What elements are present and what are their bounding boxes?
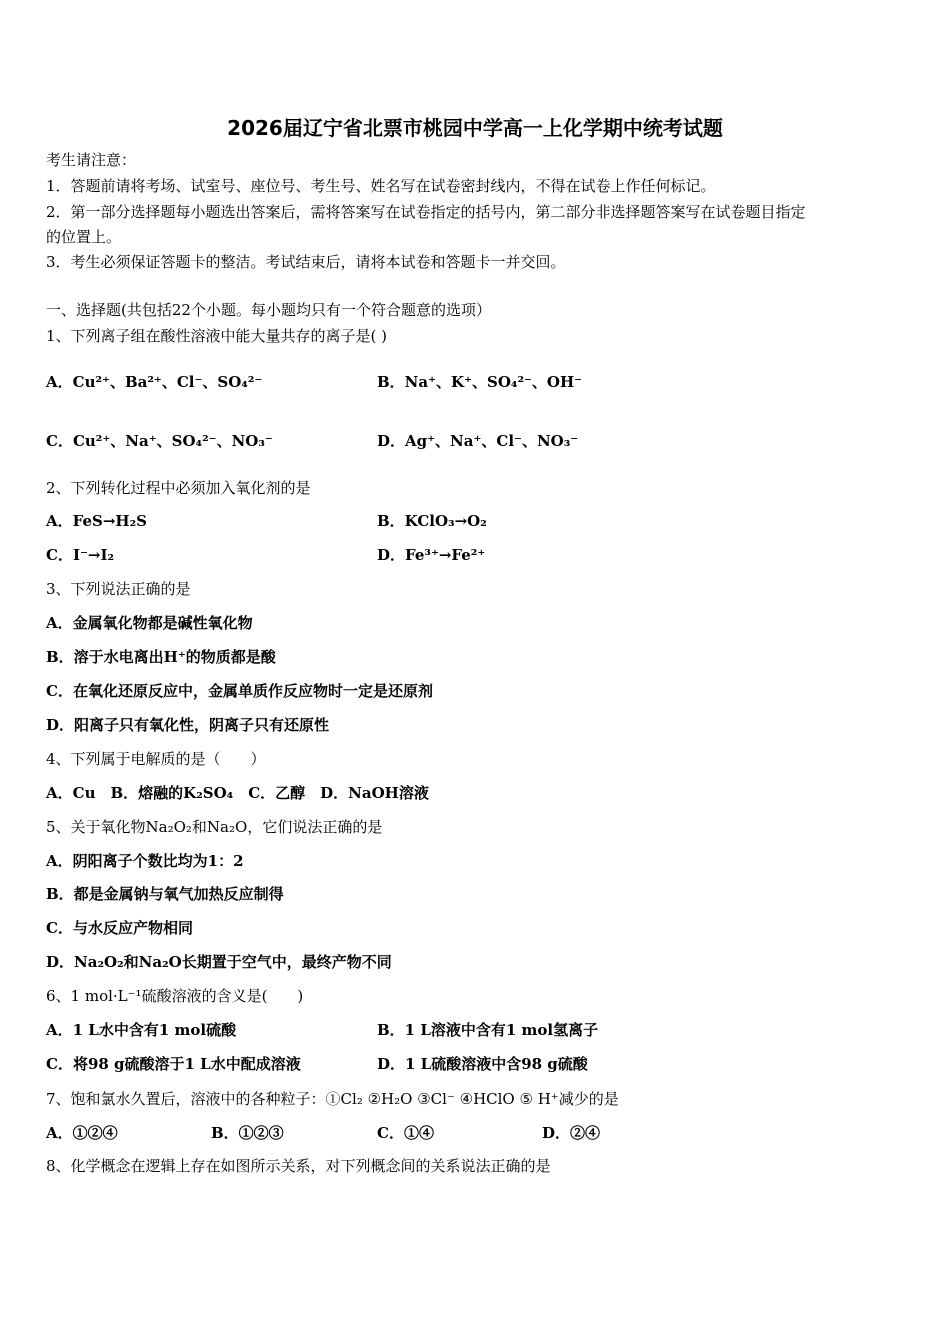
q1-stem: 1、下列离子组在酸性溶液中能大量共存的离子是( ): [46, 327, 388, 345]
q2-option-d: D．Fe³⁺→Fe²⁺: [377, 546, 486, 564]
q1-option-c: C．Cu²⁺、Na⁺、SO₄²⁻、NO₃⁻: [46, 432, 273, 450]
q5-option-c: C．与水反应产物相同: [46, 919, 193, 937]
section-heading: 一、选择题(共包括22个小题。每小题均只有一个符合题意的选项）: [46, 301, 491, 319]
notice-item: 1．答题前请将考场、试室号、座位号、考生号、姓名写在试卷密封线内，不得在试卷上作任何标记。: [46, 177, 716, 195]
q7-option-c: C．①④: [377, 1124, 434, 1142]
q2-option-a: A．FeS→H₂S: [46, 512, 147, 530]
q5-stem: 5、关于氧化物Na₂O₂和Na₂O，它们说法正确的是: [46, 818, 383, 836]
q1-option-d: D．Ag⁺、Na⁺、Cl⁻、NO₃⁻: [377, 432, 579, 450]
q6-option-d: D．1 L硫酸溶液中含98 g硫酸: [377, 1055, 588, 1073]
notice-item: 的位置上。: [46, 228, 122, 246]
notice-item: 2．第一部分选择题每小题选出答案后，需将答案写在试卷指定的括号内，第二部分非选择题答案写在试卷题目指定: [46, 203, 806, 221]
q4-options: A．Cu B．熔融的K₂SO₄ C．乙醇 D．NaOH溶液: [46, 784, 429, 802]
q6-option-a: A．1 L水中含有1 mol硫酸: [46, 1021, 237, 1039]
q6-stem: 6、1 mol·L⁻¹硫酸溶液的含义是( ): [46, 987, 304, 1005]
q6-option-b: B．1 L溶液中含有1 mol氢离子: [377, 1021, 599, 1039]
q7-option-b: B．①②③: [211, 1124, 284, 1142]
q5-option-a: A．阴阳离子个数比均为1：2: [46, 852, 244, 870]
q8-stem: 8、化学概念在逻辑上存在如图所示关系，对下列概念间的关系说法正确的是: [46, 1157, 551, 1175]
q1-option-b: B．Na⁺、K⁺、SO₄²⁻、OH⁻: [377, 373, 583, 391]
q3-option-c: C．在氧化还原反应中，金属单质作反应物时一定是还原剂: [46, 682, 433, 700]
page-title: 2026届辽宁省北票市桃园中学高一上化学期中统考试题: [227, 116, 723, 140]
q4-stem: 4、下列属于电解质的是（ ）: [46, 750, 266, 768]
q2-option-c: C．I⁻→I₂: [46, 546, 115, 564]
q3-option-b: B．溶于水电离出H⁺的物质都是酸: [46, 648, 276, 666]
q3-option-a: A．金属氧化物都是碱性氧化物: [46, 614, 253, 632]
q7-option-a: A．①②④: [46, 1124, 118, 1142]
q5-option-d: D．Na₂O₂和Na₂O长期置于空气中，最终产物不同: [46, 953, 392, 971]
q2-option-b: B．KClO₃→O₂: [377, 512, 487, 530]
q1-option-a: A．Cu²⁺、Ba²⁺、Cl⁻、SO₄²⁻: [46, 373, 263, 391]
q6-option-c: C．将98 g硫酸溶于1 L水中配成溶液: [46, 1055, 301, 1073]
q3-option-d: D．阳离子只有氧化性，阴离子只有还原性: [46, 716, 330, 734]
q3-stem: 3、下列说法正确的是: [46, 580, 191, 598]
q7-stem: 7、饱和氯水久置后，溶液中的各种粒子：①Cl₂ ②H₂O ③Cl⁻ ④HClO ⑤ H⁺减少的是: [46, 1090, 619, 1108]
notice-heading: 考生请注意：: [46, 151, 137, 169]
q5-option-b: B．都是金属钠与氧气加热反应制得: [46, 885, 284, 903]
notice-item: 3．考生必须保证答题卡的整洁。考试结束后，请将本试卷和答题卡一并交回。: [46, 253, 566, 271]
q2-stem: 2、下列转化过程中必须加入氧化剂的是: [46, 479, 311, 497]
q7-option-d: D．②④: [542, 1124, 601, 1142]
